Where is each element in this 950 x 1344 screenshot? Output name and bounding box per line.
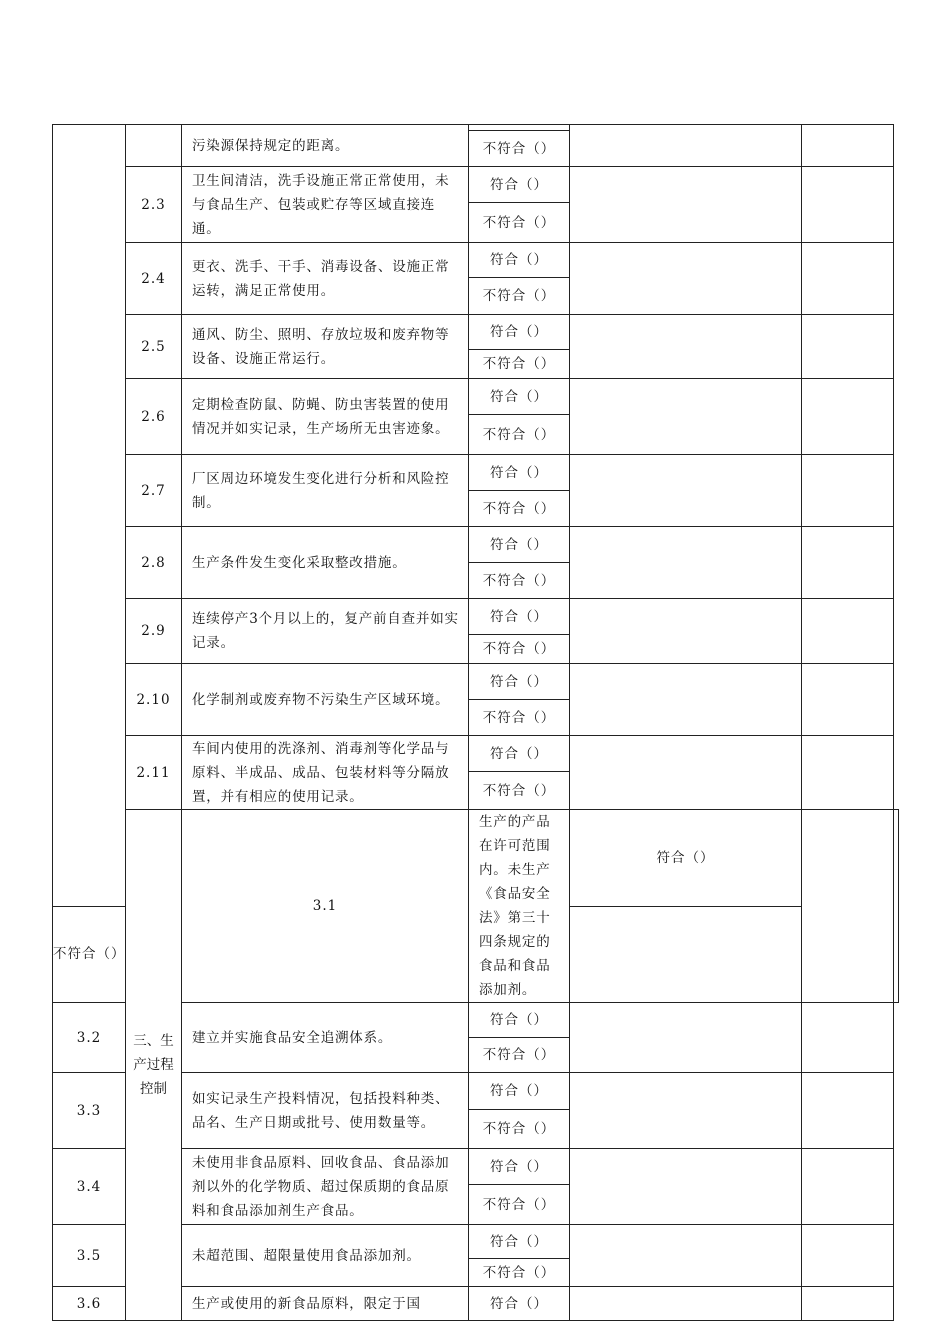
result-pass[interactable]: 符合（） bbox=[469, 1149, 570, 1185]
remark-cell[interactable] bbox=[802, 664, 894, 736]
evidence-cell[interactable] bbox=[570, 1149, 802, 1225]
remark-cell[interactable] bbox=[894, 810, 899, 1003]
item-number: 2.10 bbox=[126, 664, 182, 736]
remark-cell[interactable] bbox=[802, 167, 894, 243]
evidence-cell[interactable] bbox=[570, 1225, 802, 1287]
result-pass[interactable]: 符合（） bbox=[469, 599, 570, 635]
remark-cell[interactable] bbox=[802, 315, 894, 379]
evidence-cell[interactable] bbox=[570, 736, 802, 810]
item-text: 生产或使用的新食品原料，限定于国 bbox=[182, 1287, 469, 1321]
evidence-cell[interactable] bbox=[570, 455, 802, 527]
result-fail[interactable]: 不符合（） bbox=[469, 1110, 570, 1149]
evidence-cell[interactable] bbox=[802, 810, 894, 1003]
item-text: 厂区周边环境发生变化进行分析和风险控制。 bbox=[182, 455, 469, 527]
remark-cell[interactable] bbox=[802, 527, 894, 599]
evidence-cell[interactable] bbox=[570, 1287, 802, 1321]
result-pass[interactable]: 符合（） bbox=[469, 167, 570, 203]
item-text: 生产的产品在许可范围内。未生产《食品安全法》第三十四条规定的食品和食品添加剂。 bbox=[469, 810, 570, 1003]
evidence-cell[interactable] bbox=[570, 315, 802, 379]
result-pass[interactable]: 符合（） bbox=[469, 527, 570, 563]
item-number: 2.5 bbox=[126, 315, 182, 379]
result-pass[interactable]: 符合（） bbox=[469, 736, 570, 772]
result-fail[interactable]: 不符合（） bbox=[469, 772, 570, 810]
evidence-cell[interactable] bbox=[570, 527, 802, 599]
result-fail[interactable]: 不符合（） bbox=[469, 635, 570, 664]
result-fail[interactable]: 不符合（） bbox=[469, 131, 570, 167]
remark-cell[interactable] bbox=[802, 599, 894, 664]
item-number: 3.1 bbox=[182, 810, 469, 1003]
remark-cell[interactable] bbox=[802, 736, 894, 810]
evidence-cell[interactable] bbox=[570, 599, 802, 664]
evidence-cell[interactable] bbox=[570, 243, 802, 315]
item-text: 定期检查防鼠、防蝇、防虫害装置的使用情况并如实记录，生产场所无虫害迹象。 bbox=[182, 379, 469, 455]
section-title: 三、生产过程控制 bbox=[126, 810, 182, 1321]
remark-cell[interactable] bbox=[802, 1287, 894, 1321]
item-number: 2.4 bbox=[126, 243, 182, 315]
item-number: 2.6 bbox=[126, 379, 182, 455]
item-text: 卫生间清洁，洗手设施正常正常使用，未与食品生产、包装或贮存等区域直接连通。 bbox=[182, 167, 469, 243]
result-fail[interactable]: 不符合（） bbox=[469, 415, 570, 455]
result-pass[interactable]: 符合（） bbox=[570, 810, 802, 907]
evidence-cell[interactable] bbox=[570, 379, 802, 455]
item-text: 通风、防尘、照明、存放垃圾和废弃物等设备、设施正常运行。 bbox=[182, 315, 469, 379]
result-fail[interactable]: 不符合（） bbox=[469, 1259, 570, 1287]
item-number: 3.3 bbox=[53, 1073, 126, 1149]
remark-cell[interactable] bbox=[802, 455, 894, 527]
result-pass[interactable]: 符合（） bbox=[469, 243, 570, 278]
result-pass[interactable]: 符合（） bbox=[469, 455, 570, 491]
remark-cell[interactable] bbox=[802, 1003, 894, 1073]
item-text: 污染源保持规定的距离。 bbox=[182, 125, 469, 167]
result-fail[interactable]: 不符合（） bbox=[469, 563, 570, 599]
result-fail[interactable]: 不符合（） bbox=[469, 1038, 570, 1073]
remark-cell[interactable] bbox=[802, 125, 894, 167]
remark-cell[interactable] bbox=[802, 1073, 894, 1149]
evidence-cell[interactable] bbox=[570, 1073, 802, 1149]
result-pass[interactable]: 符合（） bbox=[469, 379, 570, 415]
result-pass[interactable]: 符合（） bbox=[469, 315, 570, 350]
item-number: 2.8 bbox=[126, 527, 182, 599]
result-pass[interactable]: 符合（） bbox=[469, 1073, 570, 1110]
result-fail[interactable]: 不符合（） bbox=[469, 350, 570, 379]
result-pass[interactable]: 符合（） bbox=[469, 1003, 570, 1038]
item-number: 3.6 bbox=[53, 1287, 126, 1321]
remark-cell[interactable] bbox=[802, 1149, 894, 1225]
result-pass[interactable]: 符合（） bbox=[469, 664, 570, 700]
item-number: 2.11 bbox=[126, 736, 182, 810]
item-text: 更衣、洗手、干手、消毒设备、设施正常运转，满足正常使用。 bbox=[182, 243, 469, 315]
section-cell-prev bbox=[53, 125, 126, 907]
item-number: 2.3 bbox=[126, 167, 182, 243]
remark-cell[interactable] bbox=[802, 1225, 894, 1287]
item-text: 连续停产3个月以上的，复产前自查并如实记录。 bbox=[182, 599, 469, 664]
item-number: 3.5 bbox=[53, 1225, 126, 1287]
item-number bbox=[126, 125, 182, 167]
item-text: 车间内使用的洗涤剂、消毒剂等化学品与原料、半成品、成品、包装材料等分隔放置，并有相应的使用记录。 bbox=[182, 736, 469, 810]
result-pass[interactable]: 符合（） bbox=[469, 1287, 570, 1321]
item-text: 如实记录生产投料情况，包括投料种类、品名、生产日期或批号、使用数量等。 bbox=[182, 1073, 469, 1149]
result-fail[interactable]: 不符合（） bbox=[469, 203, 570, 243]
item-text: 建立并实施食品安全追溯体系。 bbox=[182, 1003, 469, 1073]
item-text: 生产条件发生变化采取整改措施。 bbox=[182, 527, 469, 599]
evidence-cell[interactable] bbox=[570, 664, 802, 736]
evidence-cell[interactable] bbox=[570, 1003, 802, 1073]
result-fail[interactable]: 不符合（） bbox=[53, 906, 126, 1003]
item-text: 化学制剂或废弃物不污染生产区域环境。 bbox=[182, 664, 469, 736]
result-fail[interactable]: 不符合（） bbox=[469, 491, 570, 527]
result-fail[interactable]: 不符合（） bbox=[469, 700, 570, 736]
item-text: 未使用非食品原料、回收食品、食品添加剂以外的化学物质、超过保质期的食品原料和食品添加剂生产食品。 bbox=[182, 1149, 469, 1225]
remark-cell[interactable] bbox=[802, 243, 894, 315]
item-text: 未超范围、超限量使用食品添加剂。 bbox=[182, 1225, 469, 1287]
item-number: 3.4 bbox=[53, 1149, 126, 1225]
evidence-cell[interactable] bbox=[570, 125, 802, 167]
checklist-table bbox=[52, 124, 899, 1321]
result-fail[interactable]: 不符合（） bbox=[469, 1185, 570, 1225]
item-number: 3.2 bbox=[53, 1003, 126, 1073]
result-pass[interactable]: 符合（） bbox=[469, 1225, 570, 1259]
item-number: 2.7 bbox=[126, 455, 182, 527]
remark-cell[interactable] bbox=[802, 379, 894, 455]
evidence-cell[interactable] bbox=[570, 167, 802, 243]
result-fail[interactable]: 不符合（） bbox=[469, 278, 570, 315]
item-number: 2.9 bbox=[126, 599, 182, 664]
